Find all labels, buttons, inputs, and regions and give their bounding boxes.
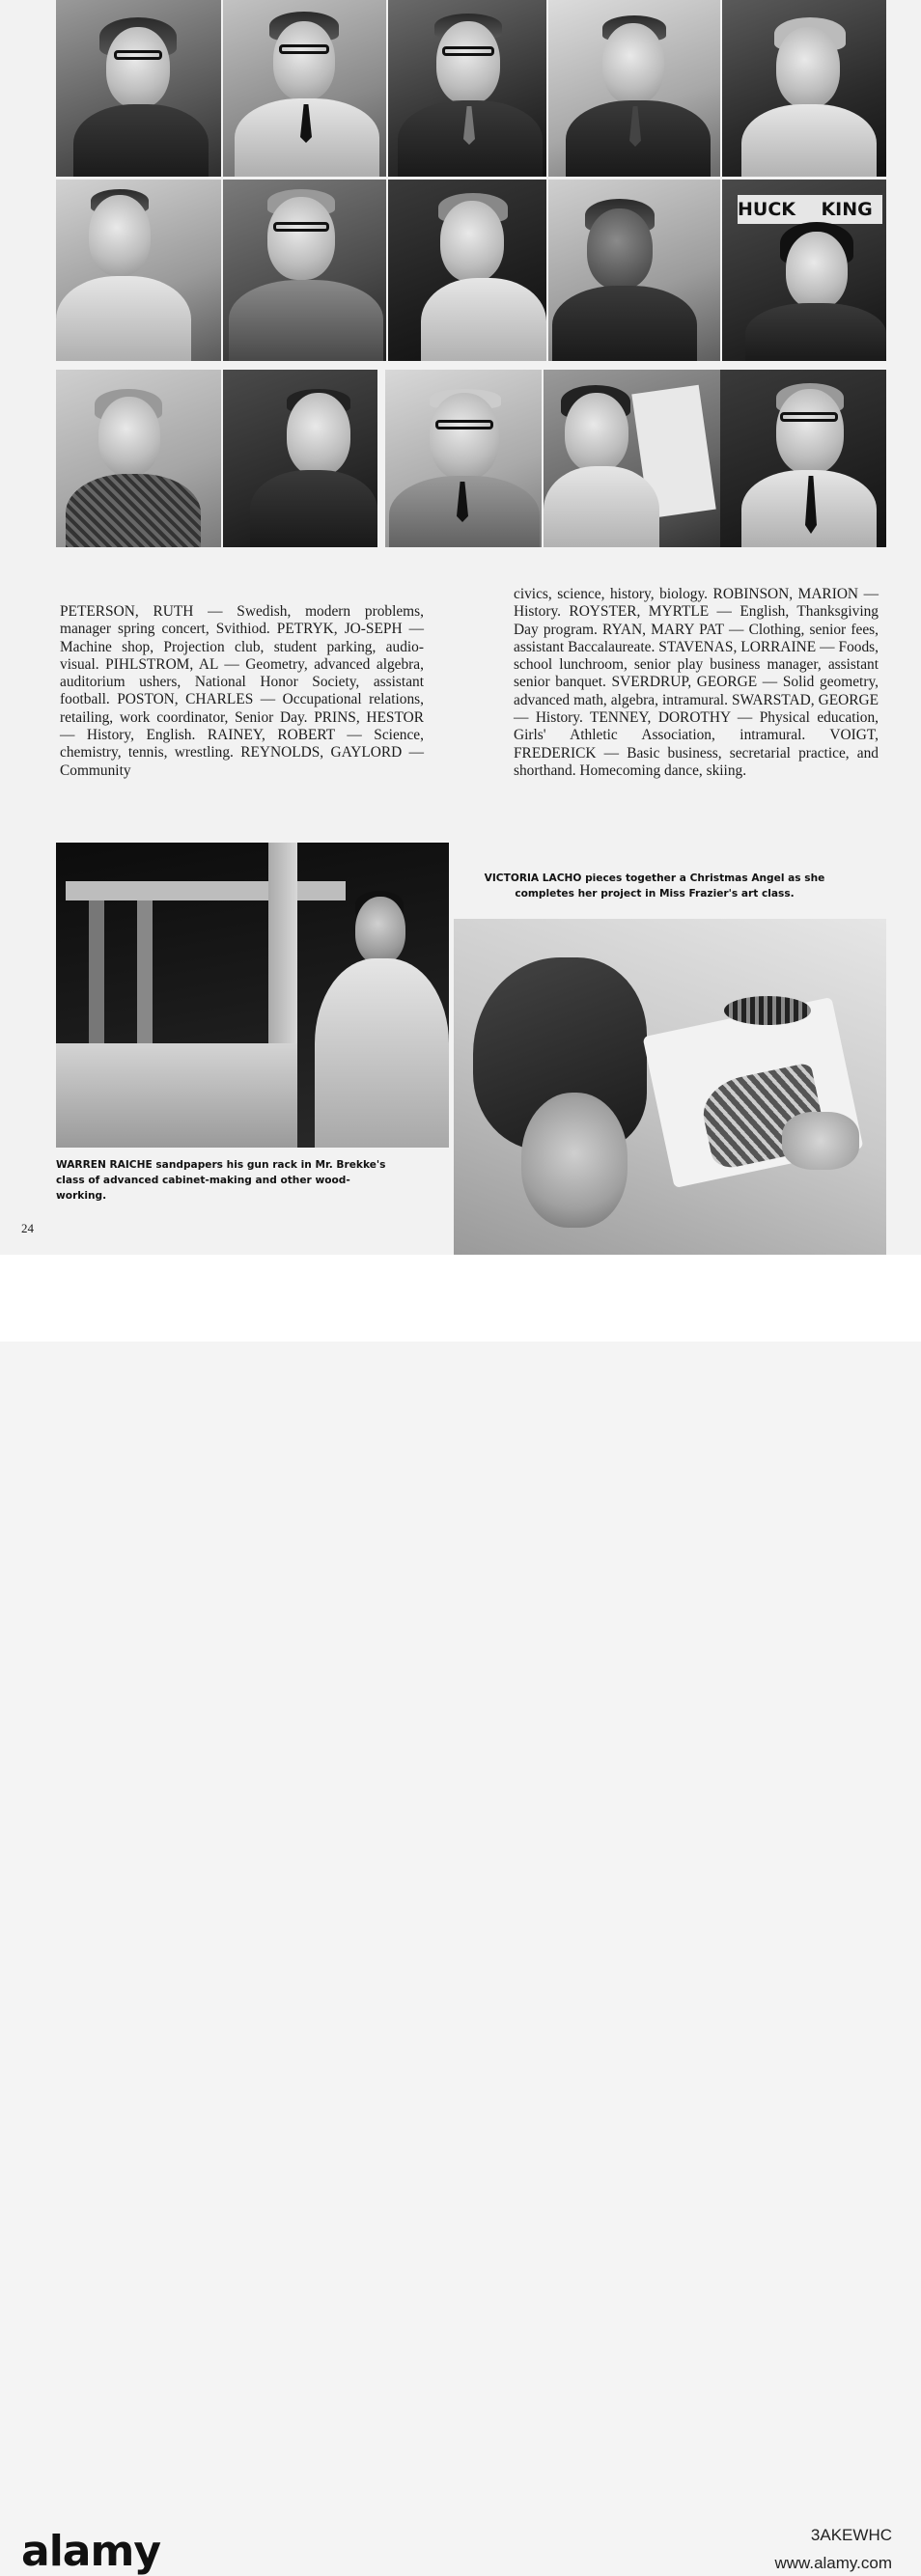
portrait-photo-15	[720, 370, 886, 547]
portrait-photo-7	[223, 180, 386, 361]
woodshop-photo	[56, 843, 449, 1148]
portrait-photo-3	[388, 0, 546, 177]
warren-caption: WARREN RAICHE sandpapers his gun rack in Mr. Brekke's class of advanced cabinet-making and other wood-working.	[56, 1159, 386, 1202]
watermark-band	[0, 1255, 921, 2576]
art-class-photo	[454, 919, 886, 1255]
portrait-photo-5	[722, 0, 886, 177]
site-url: www.alamy.com	[774, 2554, 892, 2572]
portrait-photo-1	[56, 0, 221, 177]
image-id: 3AKEWHC	[810, 2526, 892, 2544]
portrait-photo-13	[385, 370, 542, 547]
bio-column-right	[514, 586, 879, 780]
bio-column-left	[60, 603, 424, 780]
sign-text: HUCK KING	[738, 195, 882, 224]
portrait-photo-14	[544, 370, 720, 547]
portrait-photo-10	[722, 180, 886, 361]
portrait-photo-2	[223, 0, 386, 177]
bio-paragraph: PETERSON, RUTH — Swedish, modern problems, manager spring concert, Svithiod. PETRYK, JO-SEPH — Machine shop, Projection club, student parking, audio-visual. PIHLSTROM, AL — Geometry, advanced algebra, auditorium ushers, National Honor Society, assistant football. POSTON, CHARLES — Occupational relations, retailing, work coordinator, Senior Day. PRINS, HESTOR — History, English. RAINEY, ROBERT — Science, chemistry, tennis, wrestling. REYNOLDS, GAYLORD — Community	[60, 603, 424, 779]
victoria-caption: VICTORIA LACHO pieces together a Christmas Angel as she completes her project in Miss Frazier's art class.	[484, 873, 825, 900]
portrait-photo-12	[223, 370, 377, 547]
yearbook-page	[0, 0, 921, 1255]
page-number: 24	[21, 1221, 34, 1235]
portrait-photo-9	[548, 180, 720, 361]
portrait-photo-8	[388, 180, 546, 361]
portrait-photo-4	[548, 0, 720, 177]
alamy-logo: alamy	[21, 2527, 160, 2576]
bio-paragraph: civics, science, history, biology. ROBINSON, MARION — History. ROYSTER, MYRTLE — English, Thanksgiving Day program. RYAN, MARY PAT — Clothing, senior fees, assistant Baccalaureate. STAVENAS, LORRAINE — Foods, school lunchroom, senior play business manager, assistant senior banquet. SVERDRUP, GEORGE — Solid geometry, advanced math, algebra, intramural. SWARSTAD, GEORGE — History. TENNEY, DOROTHY — Physical education, Girls' Athletic Association, intramural. VOIGT, FREDERICK — Basic business, secretarial practice, and shorthand. Homecoming dance, skiing.	[514, 586, 879, 779]
portrait-photo-6	[56, 180, 221, 361]
portrait-photo-11	[56, 370, 221, 547]
